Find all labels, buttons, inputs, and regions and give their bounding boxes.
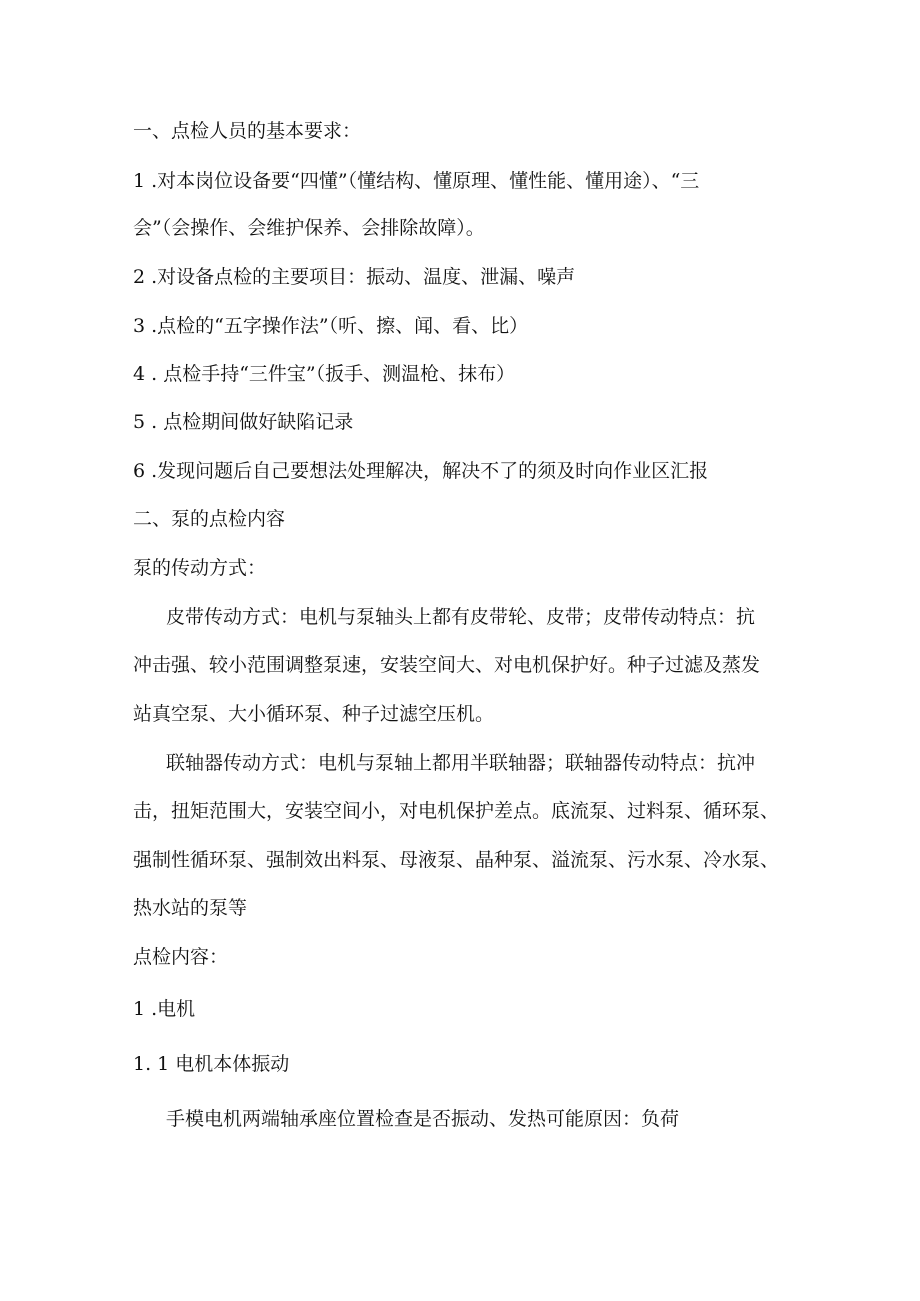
paragraph-item-5: 5 . 点检期间做好缺陷记录 (133, 411, 354, 433)
paragraph-coupling-line-3: 强制性循环泵、强制效出料泵、母液泵、晶种泵、溢流泵、污水泵、冷水泵、 (133, 849, 780, 871)
paragraph-belt-line-3: 站真空泵、大小循环泵、种子过滤空压机。 (133, 703, 495, 725)
paragraph-item-6: 6 .发现问题后自己要想法处理解决，解决不了的须及时向作业区汇报 (133, 460, 709, 482)
subheading-inspection-content: 点检内容： (133, 946, 229, 968)
paragraph-item-1-line-2: 会”（会操作、会维护保养、会排除故障）。 (133, 217, 485, 239)
subheading-motor-vibration: 1. 1 电机本体振动 (133, 1053, 290, 1075)
paragraph-item-3: 3 .点检的“五字操作法”（听、擦、闻、看、比） (133, 315, 529, 337)
paragraph-belt-line-2: 冲击强、较小范围调整泵速，安装空间大、对电机保护好。种子过滤及蒸发 (133, 654, 761, 676)
paragraph-item-2: 2 .对设备点检的主要项目：振动、温度、泄漏、噪声 (133, 266, 576, 288)
paragraph-item-1-line-1: 1 .对本岗位设备要“四懂”（懂结构、懂原理、懂性能、懂用途）、“三 (133, 170, 700, 192)
section-heading-basic-requirements: 一、点检人员的基本要求： (133, 120, 362, 142)
subheading-drive-methods: 泵的传动方式： (133, 557, 267, 579)
paragraph-belt-line-1: 皮带传动方式：电机与泵轴头上都有皮带轮、皮带；皮带传动特点：抗 (166, 606, 756, 628)
paragraph-item-4: 4 . 点检手持“三件宝”（扳手、测温枪、抹布） (133, 363, 516, 385)
subheading-motor: 1 .电机 (133, 998, 196, 1020)
paragraph-coupling-line-2: 击，扭矩范围大，安装空间小，对电机保护差点。底流泵、过料泵、循环泵、 (133, 800, 780, 822)
section-heading-pump-inspection: 二、泵的点检内容 (133, 508, 286, 530)
paragraph-motor-inspection: 手模电机两端轴承座位置检查是否振动、发热可能原因：负荷 (166, 1108, 680, 1130)
paragraph-coupling-line-4: 热水站的泵等 (133, 897, 248, 919)
paragraph-coupling-line-1: 联轴器传动方式：电机与泵轴上都用半联轴器；联轴器传动特点：抗冲 (166, 752, 756, 774)
